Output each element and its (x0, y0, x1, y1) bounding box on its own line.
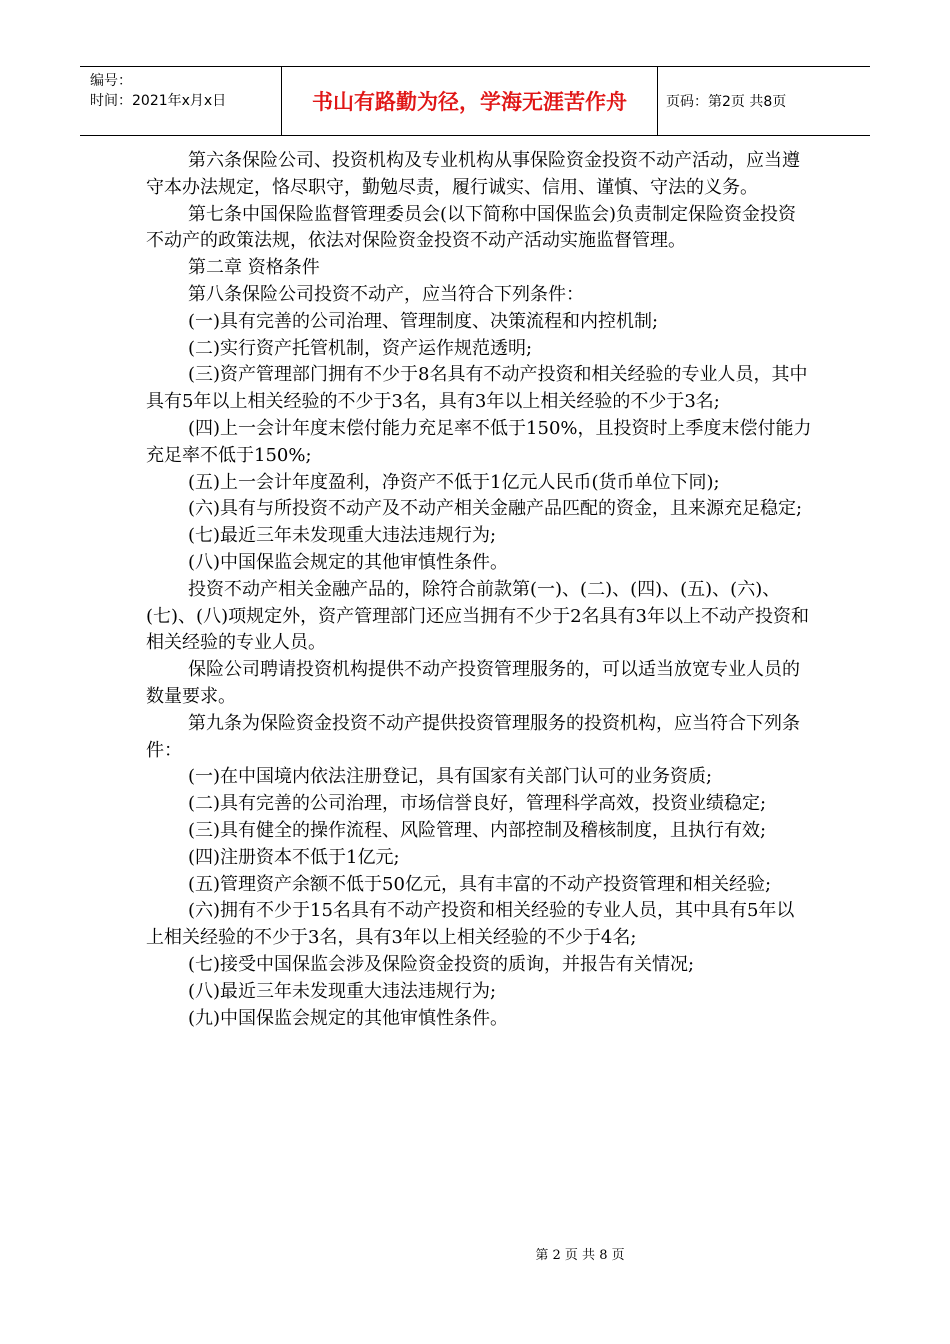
header-page-label: 页码：第2页 共8页 (666, 94, 787, 110)
paragraph: 投资不动产相关金融产品的，除符合前款第(一)、(二)、(四)、(五)、(六)、(七)、(八)项规定外，资产管理部门还应当拥有不少于2名具有3年以上不动产投资和相关经验的专业人员。 (146, 578, 809, 654)
list-item: (八)中国保监会规定的其他审慎性条件。 (188, 551, 509, 573)
document-body (146, 148, 812, 1032)
chapter-heading: 第二章 资格条件 (188, 257, 320, 279)
paragraph-article-6: 第六条保险公司、投资机构及专业机构从事保险资金投资不动产活动，应当遵守本办法规定，恪尽职守，勤勉尽责，履行诚实、信用、谨慎、守法的义务。 (146, 150, 800, 198)
header-motto: 书山有路勤为径，学海无涯苦作舟 (282, 67, 658, 135)
header-meta (80, 67, 282, 135)
paragraph: 保险公司聘请投资机构提供不动产投资管理服务的，可以适当放宽专业人员的数量要求。 (146, 659, 800, 707)
list-item: (九)中国保监会规定的其他审慎性条件。 (188, 1007, 509, 1029)
page-header (80, 66, 870, 136)
list-item: (四)注册资本不低于1亿元; (188, 846, 400, 868)
list-item: (六)具有与所投资不动产及不动产相关金融产品匹配的资金，且来源充足稳定; (188, 498, 803, 520)
list-item: (八)最近三年未发现重大违法违规行为; (188, 980, 497, 1002)
paragraph-article-9: 第九条为保险资金投资不动产提供投资管理服务的投资机构，应当符合下列条件： (146, 712, 800, 761)
list-item: (五)管理资产余额不低于50亿元，具有丰富的不动产投资管理和相关经验; (188, 873, 772, 895)
list-item: (一)在中国境内依法注册登记，具有国家有关部门认可的业务资质; (188, 766, 713, 788)
list-item: (三)资产管理部门拥有不少于8名具有不动产投资和相关经验的专业人员，其中具有5年以上相关经验的不少于3名，具有3年以上相关经验的不少于3名; (146, 364, 808, 413)
list-item: (七)接受中国保监会涉及保险资金投资的质询，并报告有关情况; (188, 953, 695, 975)
list-item: (七)最近三年未发现重大违法违规行为; (188, 525, 497, 547)
paragraph-article-8: 第八条保险公司投资不动产，应当符合下列条件： (188, 283, 584, 305)
paragraph-article-7: 第七条中国保险监督管理委员会(以下简称中国保监会)负责制定保险资金投资不动产的政策法规，依法对保险资金投资不动产活动实施监督管理。 (146, 203, 797, 252)
list-item: (二)具有完善的公司治理，市场信誉良好，管理科学高效，投资业绩稳定; (188, 793, 767, 815)
list-item: (四)上一会计年度末偿付能力充足率不低于150%，且投资时上季度末偿付能力充足率不低于150%; (146, 417, 812, 466)
list-item: (一)具有完善的公司治理、管理制度、决策流程和内控机制; (188, 310, 659, 332)
list-item: (六)拥有不少于15名具有不动产投资和相关经验的专业人员，其中具有5年以上相关经验的不少于3名，具有3年以上相关经验的不少于4名; (146, 900, 795, 949)
list-item: (三)具有健全的操作流程、风险管理、内部控制及稽核制度，且执行有效; (188, 819, 767, 841)
time-label: 时间：2021年x月x日 (90, 93, 227, 109)
page-footer: 第 2 页 共 8 页 (535, 1248, 625, 1263)
list-item: (五)上一会计年度盈利，净资产不低于1亿元人民币(货币单位下同); (188, 471, 720, 493)
list-item: (二)实行资产托管机制，资产运作规范透明; (188, 337, 533, 359)
number-label: 编号： (90, 73, 132, 89)
